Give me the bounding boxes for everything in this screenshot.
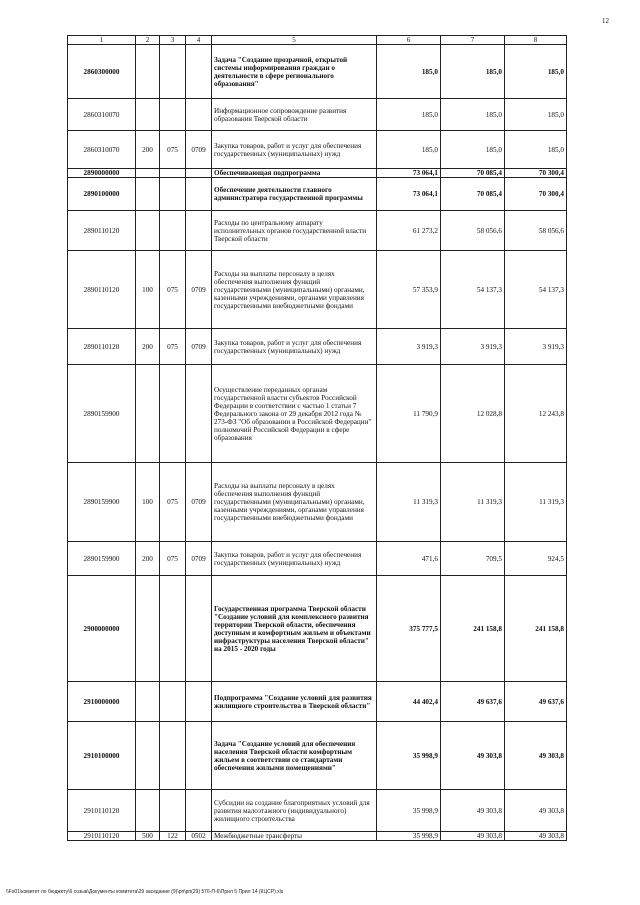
code-cell: 2890110120 [68, 329, 136, 365]
amount-cell-year1: 61 273,2 [377, 211, 441, 251]
table-row [68, 542, 567, 576]
amount-cell-year1: 44 402,4 [377, 682, 441, 722]
amount-cell-year2: 185,0 [441, 99, 505, 131]
table-row [68, 211, 567, 251]
item-name-cell: Обеспечивающая подпрограмма [212, 169, 377, 178]
section-code-cell: 0709 [186, 251, 212, 329]
amount-cell-year3: 49 303,8 [505, 832, 567, 841]
ministry-code-cell [160, 790, 186, 832]
expense-type-cell [136, 682, 160, 722]
amount-cell-year1: 11 319,3 [377, 463, 441, 542]
amount-cell-year3: 49 303,8 [505, 722, 567, 790]
ministry-code-cell: 075 [160, 542, 186, 576]
section-code-cell [186, 722, 212, 790]
expense-type-cell: 200 [136, 542, 160, 576]
section-code-cell: 0709 [186, 542, 212, 576]
code-cell: 2890159900 [68, 365, 136, 463]
column-header: 5 [212, 36, 377, 45]
column-number-header [68, 36, 567, 45]
amount-cell-year1: 35 998,9 [377, 832, 441, 841]
column-header: 3 [160, 36, 186, 45]
amount-cell-year2: 3 919,3 [441, 329, 505, 365]
expense-type-cell [136, 211, 160, 251]
table-row [68, 463, 567, 542]
ministry-code-cell: 075 [160, 463, 186, 542]
column-header: 2 [136, 36, 160, 45]
expense-type-cell [136, 722, 160, 790]
amount-cell-year1: 35 998,9 [377, 790, 441, 832]
code-cell: 2860310070 [68, 99, 136, 131]
item-name-cell: Субсидии на создание благоприятных условий для развития малоэтажного (индивидуального) жилищного строительства [212, 790, 377, 832]
code-cell: 2910100000 [68, 722, 136, 790]
column-header: 1 [68, 36, 136, 45]
expense-type-cell: 100 [136, 463, 160, 542]
amount-cell-year2: 49 303,8 [441, 790, 505, 832]
expense-type-cell [136, 99, 160, 131]
amount-cell-year1: 73 064,1 [377, 169, 441, 178]
expense-type-cell [136, 576, 160, 682]
item-name-cell: Расходы на выплаты персоналу в целях обеспечения выполнения функций государственными (муниципальными) органами, казенными учреждениями, органами управления государственными внебюджетными фондами [212, 463, 377, 542]
table-row [68, 832, 567, 841]
amount-cell-year3: 924,5 [505, 542, 567, 576]
page-number: 12 [602, 17, 609, 25]
expense-type-cell [136, 365, 160, 463]
ministry-code-cell [160, 178, 186, 211]
code-cell: 2890159900 [68, 463, 136, 542]
item-name-cell: Осуществление переданных органам государственной власти субъектов Российской Федерации в соответствии с частью 1 статьи 7 Федерального закона от 29 декабря 2012 года № 273-ФЗ "Об образовании в Российской Федерации" полномочий Российской Федерации в сфере образования [212, 365, 377, 463]
code-cell: 2890159900 [68, 542, 136, 576]
ministry-code-cell: 075 [160, 251, 186, 329]
amount-cell-year3: 185,0 [505, 131, 567, 169]
column-header: 8 [505, 36, 567, 45]
amount-cell-year2: 70 085,4 [441, 178, 505, 211]
amount-cell-year3: 54 137,3 [505, 251, 567, 329]
expense-type-cell: 500 [136, 832, 160, 841]
item-name-cell: Расходы на выплаты персоналу в целях обеспечения выполнения функций государственными (муниципальными) органами, казенными учреждениями, органами управления государственными внебюджетными фондами [212, 251, 377, 329]
table-row [68, 576, 567, 682]
table-row [68, 329, 567, 365]
table-row [68, 251, 567, 329]
ministry-code-cell [160, 211, 186, 251]
amount-cell-year3: 185,0 [505, 45, 567, 99]
table-row [68, 45, 567, 99]
column-header: 4 [186, 36, 212, 45]
amount-cell-year1: 3 919,3 [377, 329, 441, 365]
ministry-code-cell: 075 [160, 131, 186, 169]
amount-cell-year2: 185,0 [441, 45, 505, 99]
amount-cell-year1: 11 790,9 [377, 365, 441, 463]
table-row [68, 365, 567, 463]
amount-cell-year2: 70 085,4 [441, 169, 505, 178]
ministry-code-cell [160, 576, 186, 682]
budget-table [67, 35, 567, 841]
table-row [68, 99, 567, 131]
amount-cell-year3: 49 303,8 [505, 790, 567, 832]
ministry-code-cell [160, 365, 186, 463]
amount-cell-year1: 471,6 [377, 542, 441, 576]
item-name-cell: Задача "Создание условий для обеспечения населения Тверской области комфортным жильем в соответствии со стандартами обеспечения жилыми помещениями" [212, 722, 377, 790]
amount-cell-year3: 241 158,8 [505, 576, 567, 682]
table-row [68, 169, 567, 178]
amount-cell-year1: 57 353,9 [377, 251, 441, 329]
amount-cell-year3: 70 300,4 [505, 178, 567, 211]
amount-cell-year1: 73 064,1 [377, 178, 441, 211]
code-cell: 2890100000 [68, 178, 136, 211]
amount-cell-year1: 375 777,5 [377, 576, 441, 682]
item-name-cell: Информационное сопровождение развития образования Тверской области [212, 99, 377, 131]
amount-cell-year1: 185,0 [377, 45, 441, 99]
ministry-code-cell [160, 169, 186, 178]
code-cell: 2900000000 [68, 576, 136, 682]
amount-cell-year2: 185,0 [441, 131, 505, 169]
code-cell: 2910000000 [68, 682, 136, 722]
item-name-cell: Обеспечение деятельности главного администратора государственной программы [212, 178, 377, 211]
ministry-code-cell [160, 682, 186, 722]
amount-cell-year3: 58 056,6 [505, 211, 567, 251]
expense-type-cell: 200 [136, 131, 160, 169]
item-name-cell: Закупка товаров, работ и услуг для обеспечения государственных (муниципальных) нужд [212, 131, 377, 169]
code-cell: 2890110120 [68, 211, 136, 251]
item-name-cell: Подпрограмма "Создание условий для развития жилищного строительства в Тверской области" [212, 682, 377, 722]
column-header: 6 [377, 36, 441, 45]
amount-cell-year2: 49 637,6 [441, 682, 505, 722]
amount-cell-year1: 185,0 [377, 99, 441, 131]
expense-type-cell [136, 790, 160, 832]
section-code-cell [186, 790, 212, 832]
table-row [68, 682, 567, 722]
amount-cell-year1: 35 998,9 [377, 722, 441, 790]
section-code-cell: 0709 [186, 329, 212, 365]
item-name-cell: Задача "Создание прозрачной, открытой системы информирования граждан о деятельности в сфере регионального образования" [212, 45, 377, 99]
section-code-cell [186, 682, 212, 722]
section-code-cell: 0502 [186, 832, 212, 841]
code-cell: 2910110120 [68, 832, 136, 841]
item-name-cell: Расходы по центральному аппарату исполнительных органов государственной власти Тверской области [212, 211, 377, 251]
item-name-cell: Межбюджетные трансферты [212, 832, 377, 841]
table-row [68, 178, 567, 211]
ministry-code-cell [160, 45, 186, 99]
ministry-code-cell [160, 722, 186, 790]
expense-type-cell [136, 178, 160, 211]
ministry-code-cell: 122 [160, 832, 186, 841]
section-code-cell [186, 211, 212, 251]
section-code-cell [186, 178, 212, 211]
code-cell: 2860310070 [68, 131, 136, 169]
section-code-cell [186, 365, 212, 463]
code-cell: 2860300000 [68, 45, 136, 99]
amount-cell-year2: 49 303,8 [441, 722, 505, 790]
section-code-cell [186, 169, 212, 178]
amount-cell-year2: 241 158,8 [441, 576, 505, 682]
amount-cell-year2: 54 137,3 [441, 251, 505, 329]
table-row [68, 790, 567, 832]
section-code-cell [186, 45, 212, 99]
amount-cell-year3: 185,0 [505, 99, 567, 131]
item-name-cell: Закупка товаров, работ и услуг для обеспечения государственных (муниципальных) нужд [212, 542, 377, 576]
code-cell: 2910110120 [68, 790, 136, 832]
ministry-code-cell: 075 [160, 329, 186, 365]
amount-cell-year1: 185,0 [377, 131, 441, 169]
section-code-cell [186, 99, 212, 131]
amount-cell-year3: 11 319,3 [505, 463, 567, 542]
amount-cell-year3: 3 919,3 [505, 329, 567, 365]
section-code-cell: 0709 [186, 463, 212, 542]
expense-type-cell: 100 [136, 251, 160, 329]
code-cell: 2890110120 [68, 251, 136, 329]
amount-cell-year3: 70 300,4 [505, 169, 567, 178]
amount-cell-year2: 12 028,8 [441, 365, 505, 463]
file-path-footer: \\Fs01\комитет по бюджету\6 созыв\Документы комитета\29 заседание (9)\рп\рп(29) 576-П-6\Прил 5 Прил 14 (КЦСР).xls [6, 889, 284, 895]
amount-cell-year2: 11 319,3 [441, 463, 505, 542]
code-cell: 2890000000 [68, 169, 136, 178]
item-name-cell: Закупка товаров, работ и услуг для обеспечения государственных (муниципальных) нужд [212, 329, 377, 365]
expense-type-cell [136, 45, 160, 99]
expense-type-cell: 200 [136, 329, 160, 365]
section-code-cell [186, 576, 212, 682]
column-header: 7 [441, 36, 505, 45]
amount-cell-year2: 709,5 [441, 542, 505, 576]
amount-cell-year3: 12 243,8 [505, 365, 567, 463]
amount-cell-year3: 49 637,6 [505, 682, 567, 722]
item-name-cell: Государственная программа Тверской области "Создание условий для комплексного развития территории Тверской области, обеспечения доступным и комфортным жильем и объектами инфраструктуры населения Тверской области" на 2015 - 2020 годы [212, 576, 377, 682]
table-row [68, 722, 567, 790]
amount-cell-year2: 49 303,8 [441, 832, 505, 841]
expense-type-cell [136, 169, 160, 178]
section-code-cell: 0709 [186, 131, 212, 169]
ministry-code-cell [160, 99, 186, 131]
amount-cell-year2: 58 056,6 [441, 211, 505, 251]
table-row [68, 131, 567, 169]
